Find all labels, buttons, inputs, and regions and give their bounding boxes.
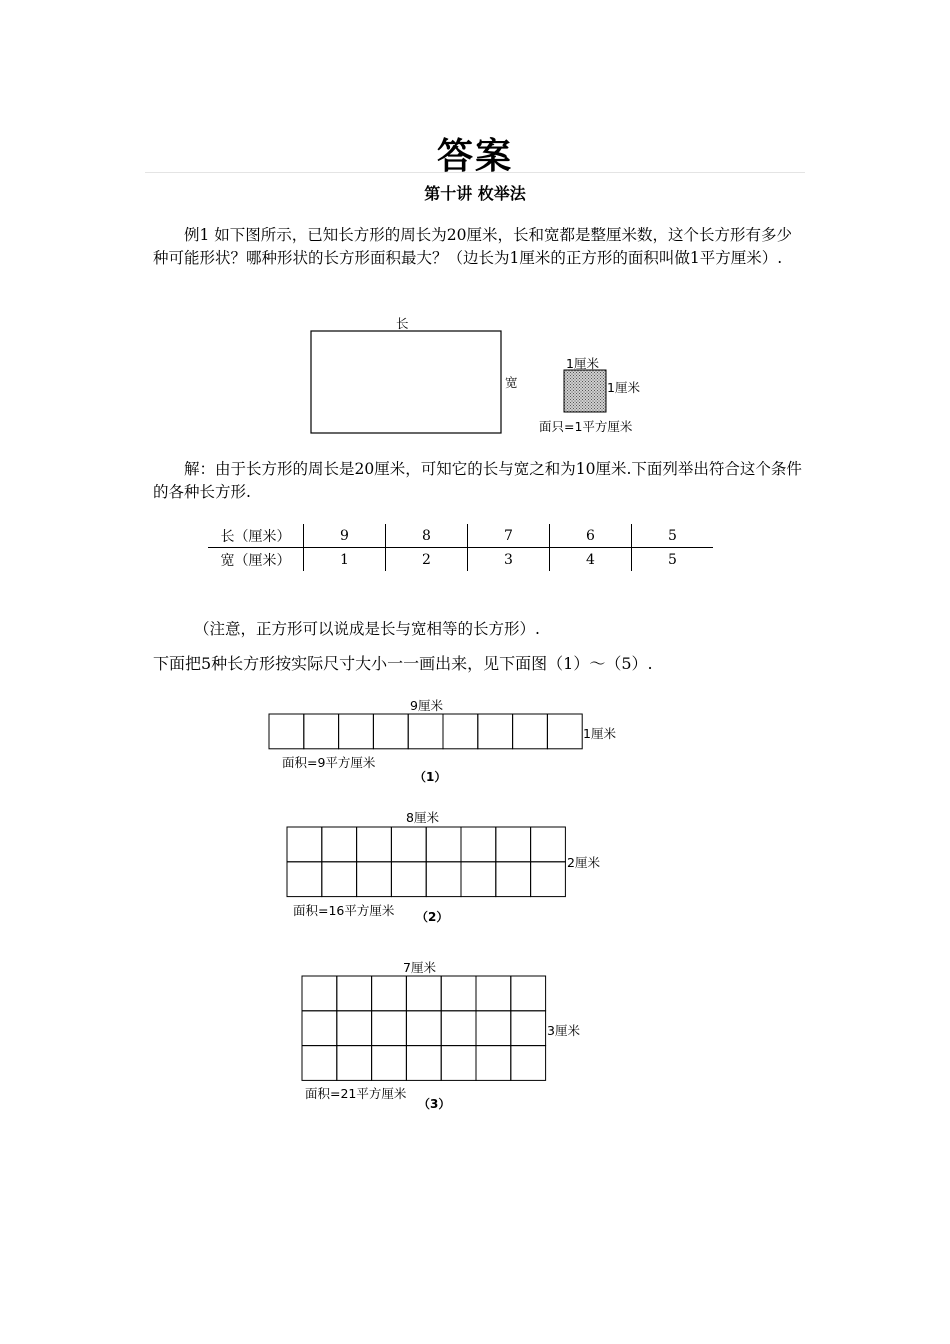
grid2-cell (322, 862, 357, 897)
grid2-cell (322, 827, 357, 862)
grid3-cell (441, 1046, 476, 1081)
solution-text: 解：由于长方形的周长是20厘米，可知它的长与宽之和为10厘米.下面列举出符合这个条件的各种长方形. (153, 460, 802, 501)
grid3-area-label: 面积=21平方厘米 (305, 1086, 407, 1101)
grid1-cell (478, 714, 513, 749)
length-cell: 5 (632, 524, 714, 548)
grid1-cell (547, 714, 582, 749)
grid1-cell (513, 714, 548, 749)
grid2-cell (531, 862, 566, 897)
grid3-cell (476, 1046, 511, 1081)
grid2-cell (287, 827, 322, 862)
grid2-cell (357, 827, 392, 862)
grid2-cell (461, 827, 496, 862)
example-text: 例1 如下图所示，已知长方形的周长为20厘米，长和宽都是整厘米数，这个长方形有多少种可能形状？哪种形状的长方形面积最大？（边长为1厘米的正方形的面积叫做1平方厘米）. (153, 226, 793, 267)
grid1-caption: （1） (414, 770, 447, 784)
grid3-cell (476, 1011, 511, 1046)
grid3-cell (406, 1046, 441, 1081)
width-cell: 3 (468, 548, 550, 572)
length-cell: 7 (468, 524, 550, 548)
grid3-cell (511, 1046, 546, 1081)
grid3-cell (476, 976, 511, 1011)
grid2-cell (357, 862, 392, 897)
grid2-cell (287, 862, 322, 897)
grid3-cell (441, 976, 476, 1011)
grid3-cell (511, 976, 546, 1011)
square-area-label: 面只=1平方厘米 (539, 419, 633, 434)
grid1-cell (373, 714, 408, 749)
grid2-top-label: 8厘米 (406, 810, 439, 825)
rect-width-label: 宽 (505, 375, 518, 390)
page-title: 答案 (436, 135, 513, 177)
grid1-cell (443, 714, 478, 749)
grid3-cell (302, 1046, 337, 1081)
width-cell: 1 (304, 548, 386, 572)
grid3-cell (302, 1011, 337, 1046)
grid2-cell (496, 862, 531, 897)
square-top-label: 1厘米 (566, 356, 599, 371)
intro-text: 下面把5种长方形按实际尺寸大小一一画出来，见下面图（1）～（5）. (153, 654, 653, 673)
grid2-cell (496, 827, 531, 862)
length-cell: 8 (386, 524, 468, 548)
row-header-length: 长（厘米） (208, 524, 304, 548)
grid1-cell (339, 714, 374, 749)
grid3-cell (302, 976, 337, 1011)
grid1-cell (408, 714, 443, 749)
length-cell: 6 (550, 524, 632, 548)
grid2-cell (531, 827, 566, 862)
grid1-side-label: 1厘米 (583, 726, 616, 741)
grid1-top-label: 9厘米 (410, 698, 443, 713)
grid2-area-label: 面积=16平方厘米 (293, 903, 395, 918)
grid3-caption: （3） (418, 1097, 451, 1111)
grid2-cell (391, 827, 426, 862)
length-cell: 9 (304, 524, 386, 548)
width-cell: 5 (632, 548, 714, 572)
grid2-side-label: 2厘米 (567, 855, 600, 870)
grid1-cell (269, 714, 304, 749)
grid3-cell (337, 1046, 372, 1081)
grid1-area-label: 面积=9平方厘米 (282, 755, 376, 770)
grid2-caption: （2） (416, 910, 449, 924)
rect-length-label: 长 (396, 316, 409, 331)
grid1-cell (304, 714, 339, 749)
grid3-cell (372, 1011, 407, 1046)
grid2-cell (426, 827, 461, 862)
note-text: （注意，正方形可以说成是长与宽相等的长方形）. (194, 620, 540, 638)
row-header-width: 宽（厘米） (220, 552, 291, 569)
grid3-cell (511, 1011, 546, 1046)
grid3-cell (441, 1011, 476, 1046)
grid3-cell (337, 976, 372, 1011)
square-side-label: 1厘米 (607, 380, 640, 395)
width-cell: 4 (550, 548, 632, 572)
lesson-title: 第十讲 枚举法 (424, 184, 526, 203)
grid2-cell (391, 862, 426, 897)
grid3-cell (406, 976, 441, 1011)
grid3-cell (372, 976, 407, 1011)
grid3-cell (372, 1046, 407, 1081)
grid3-side-label: 3厘米 (547, 1023, 580, 1038)
grid2-cell (426, 862, 461, 897)
grid2-cell (461, 862, 496, 897)
grid3-top-label: 7厘米 (403, 960, 436, 975)
width-cell: 2 (386, 548, 468, 572)
grid3-cell (406, 1011, 441, 1046)
grid3-cell (337, 1011, 372, 1046)
